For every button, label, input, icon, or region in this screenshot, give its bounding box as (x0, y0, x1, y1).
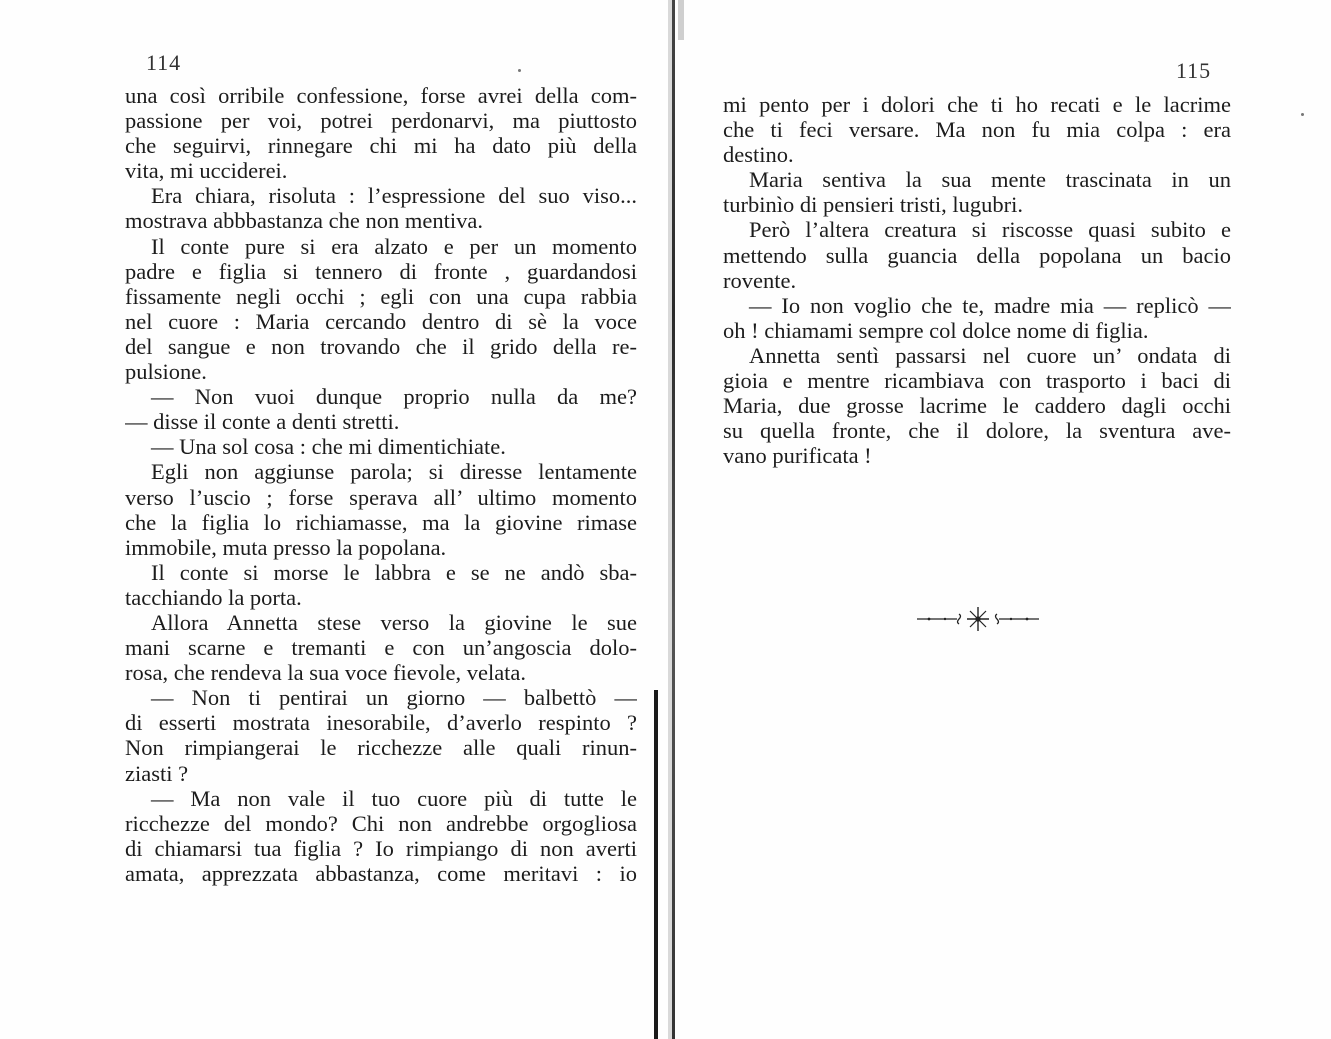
text-line: — Non vuoi dunque proprio nulla da me? (151, 384, 637, 410)
end-of-chapter-flourish-icon (915, 604, 1041, 634)
text-line: ricchezze del mondo? Chi non andrebbe orgogliosa (125, 810, 637, 836)
text-line: — Una sol cosa : che mi dimentichiate. (151, 434, 506, 460)
print-speck (1301, 113, 1304, 116)
book-gutter (652, 0, 676, 1039)
text-line: — Non ti pentirai un giorno — balbettò — (151, 685, 637, 711)
text-line: di esserti mostrata inesorabile, d’averlo respinto ? (125, 710, 637, 736)
text-line: gioia e mentre ricambiava con trasporto i baci di (723, 368, 1231, 394)
text-line: che seguirvi, rinnegare chi mi ha dato più della (125, 133, 637, 159)
text-line: del sangue e non trovando che il grido della re- (125, 333, 637, 359)
text-line: mostrava abbbastanza che non mentiva. (125, 208, 483, 234)
text-line: rosa, che rendeva la sua voce fievole, velata. (125, 660, 527, 686)
text-line: mettendo sulla guancia della popolana un bacio (723, 242, 1231, 268)
text-line: Allora Annetta stese verso la giovine le sue (151, 609, 637, 635)
text-line: Il conte si morse le labbra e se ne andò sba- (151, 559, 637, 585)
text-line: Annetta sentì passarsi nel cuore un’ ondata di (749, 342, 1231, 368)
text-line: rovente. (723, 267, 797, 293)
left-page (0, 0, 660, 1039)
text-line: che ti feci versare. Ma non fu mia colpa : era (723, 117, 1231, 143)
text-line: Era chiara, risoluta : l’espressione del suo viso... (151, 183, 637, 209)
text-line: turbinìo di pensieri tristi, lugubri. (723, 192, 1023, 218)
right-page (675, 0, 1331, 1039)
text-line: pulsione. (125, 359, 207, 385)
text-line: padre e figlia si tennero di fronte , guardandosi (125, 258, 637, 284)
text-line: verso l’uscio ; forse sperava all’ ultimo momento (125, 484, 637, 510)
print-speck (518, 69, 521, 72)
text-line: vano purificata ! (723, 443, 872, 469)
left-page-number: 114 (146, 50, 182, 75)
text-line: di chiamarsi tua figlia ? Io rimpiango di non averti (125, 835, 637, 861)
left-page-text (125, 83, 637, 886)
text-line: passione per voi, potrei perdonarvi, ma piuttosto (125, 108, 637, 134)
text-line: fissamente negli occhi ; egli con una cupa rabbia (125, 283, 637, 309)
text-line: — disse il conte a denti stretti. (125, 409, 400, 435)
text-line: — Ma non vale il tuo cuore più di tutte le (151, 785, 637, 811)
text-line: Egli non aggiunse parola; si diresse lentamente (151, 459, 637, 485)
text-line: oh ! chiamami sempre col dolce nome di figlia. (723, 317, 1149, 343)
right-page-text (723, 92, 1231, 468)
text-line: mani scarne e tremanti e con un’angoscia dolo- (125, 635, 637, 661)
text-line: vita, mi ucciderei. (125, 158, 288, 184)
text-line: tacchiando la porta. (125, 584, 302, 610)
right-page-number: 115 (1176, 58, 1212, 83)
text-line: su quella fronte, che il dolore, la sventura ave- (723, 418, 1231, 444)
text-line: che la figlia lo richiamasse, ma la giovine rimase (125, 509, 637, 535)
text-line: immobile, muta presso la popolana. (125, 534, 447, 560)
text-line: — Io non voglio che te, madre mia — replicò — (749, 292, 1231, 318)
text-line: Maria, due grosse lacrime le caddero dagli occhi (723, 393, 1231, 419)
text-line: Non rimpiangerai le ricchezze alle quali rinun- (125, 735, 637, 761)
text-line: Il conte pure si era alzato e per un momento (151, 233, 637, 259)
text-line: una così orribile confessione, forse avrei della com- (125, 83, 637, 108)
text-line: mi pento per i dolori che ti ho recati e le lacrime (723, 92, 1231, 117)
text-line: destino. (723, 142, 794, 168)
text-line: Maria sentiva la sua mente trascinata in un (749, 167, 1231, 193)
text-line: amata, apprezzata abbastanza, come meritavi : io (125, 860, 637, 886)
text-line: nel cuore : Maria cercando dentro di sè la voce (125, 308, 637, 334)
text-line: ziasti ? (125, 760, 189, 786)
gutter-edge-left (654, 690, 658, 1039)
text-line: Però l’altera creatura si riscosse quasi subito e (749, 217, 1231, 243)
